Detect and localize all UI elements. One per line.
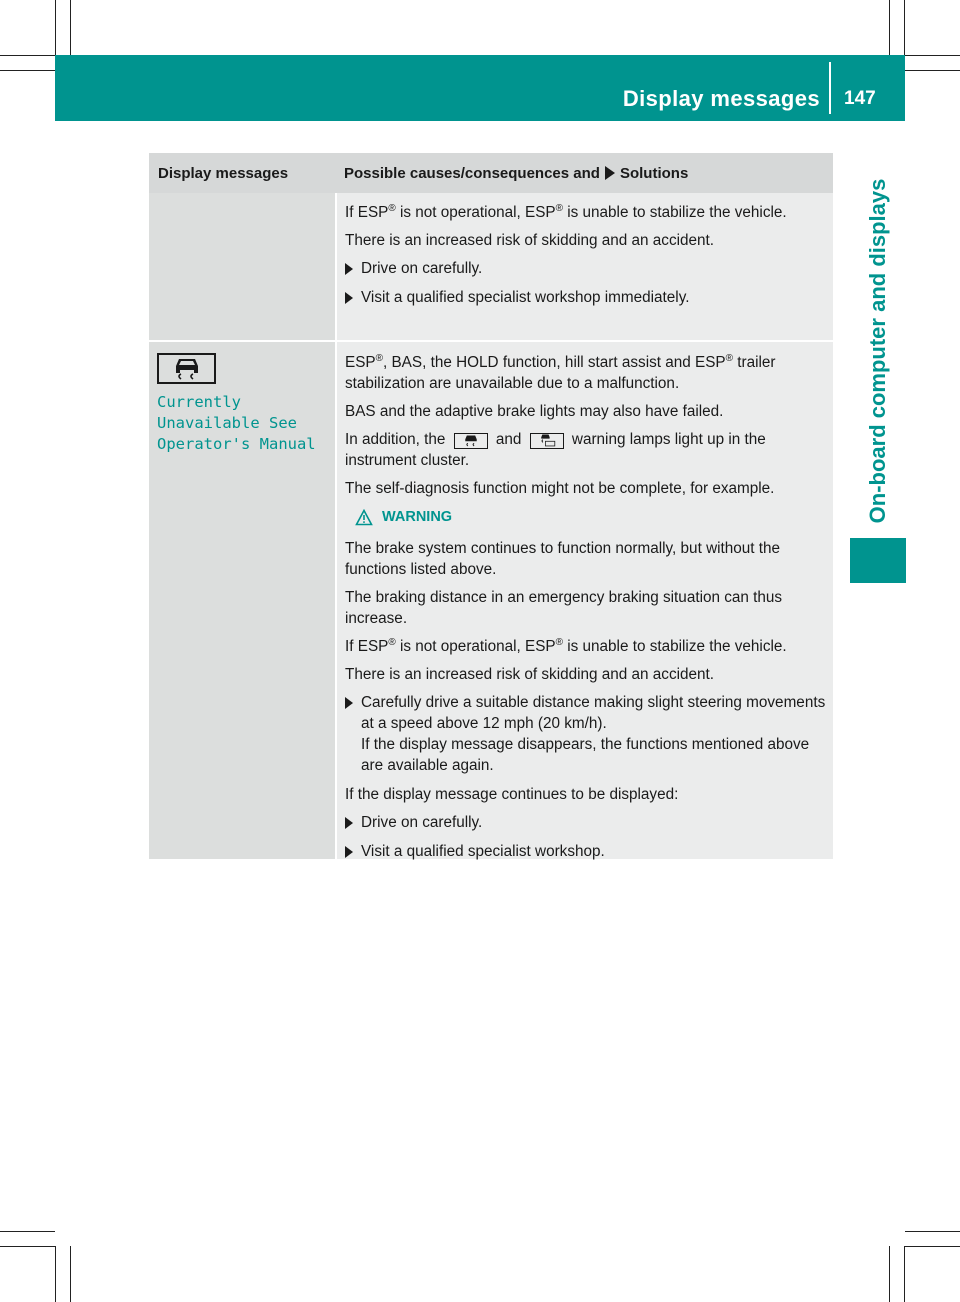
step-arrow-icon — [345, 846, 353, 858]
text: is unable to stabilize the vehicle. — [562, 638, 787, 655]
message-line: Unavailable See — [157, 414, 297, 432]
side-tab-marker — [850, 538, 906, 583]
crop-mark — [905, 70, 960, 71]
table-header-row — [149, 153, 833, 193]
paragraph: The self-diagnosis function might not be complete, for example. — [345, 480, 775, 497]
step-line: Carefully drive a suitable distance making slight steering movements at a speed above 12 mph (20 km/h). — [361, 694, 826, 732]
list-item — [345, 287, 833, 308]
paragraph: The braking distance in an emergency braking situation can thus increase. — [345, 589, 783, 627]
text: If ESP — [345, 204, 389, 221]
step-text — [361, 692, 833, 776]
paragraph: There is an increased risk of skidding and an accident. — [345, 666, 715, 683]
esp-off-icon — [530, 433, 564, 449]
paragraph — [345, 636, 833, 657]
text: and — [495, 431, 522, 448]
esp-skid-car-icon — [157, 353, 216, 384]
step-arrow-icon — [345, 263, 353, 275]
warning-heading — [355, 507, 833, 528]
message-line: Currently — [157, 393, 241, 411]
crop-mark — [55, 0, 56, 55]
page-number: 147 — [844, 88, 876, 109]
esp-skid-car-icon-graphic — [462, 434, 480, 447]
paragraph: If the display message continues to be displayed: — [345, 786, 679, 803]
registered-mark: ® — [388, 637, 396, 648]
crop-mark — [905, 1231, 960, 1232]
crop-mark — [0, 1231, 55, 1232]
esp-off-icon-graphic — [538, 434, 556, 447]
column-header-solutions-text: Solutions — [619, 164, 689, 182]
text: If ESP — [345, 638, 389, 655]
text: In addition, the — [345, 431, 446, 448]
solutions-cell — [335, 342, 833, 859]
list-item — [345, 841, 833, 862]
warning-label: WARNING — [382, 509, 453, 525]
paragraph — [345, 202, 833, 223]
display-message-cell — [149, 193, 335, 340]
warning-triangle-icon — [355, 509, 373, 526]
text: is not operational, ESP — [395, 638, 556, 655]
step-arrow-icon — [345, 292, 353, 304]
paragraph — [345, 352, 833, 394]
crop-mark — [0, 1246, 55, 1247]
registered-mark: ® — [555, 637, 563, 648]
step-text: Drive on carefully. — [361, 260, 483, 277]
step-arrow-icon — [345, 817, 353, 829]
column-header-causes — [335, 165, 688, 182]
step-text: Drive on carefully. — [361, 814, 483, 831]
display-messages-table — [149, 153, 833, 861]
text: trailer stabilization are unavailable due to a malfunction. — [345, 354, 776, 392]
column-header-causes-text: Possible causes/consequences and — [344, 164, 600, 182]
side-tab-label: On-board computer and displays — [865, 178, 890, 524]
paragraph — [345, 429, 833, 471]
crop-mark — [70, 1246, 71, 1302]
paragraph: There is an increased risk of skidding and an accident. — [345, 232, 715, 249]
text: ESP — [345, 354, 376, 371]
crop-mark — [904, 1246, 905, 1302]
registered-mark: ® — [375, 353, 383, 364]
crop-mark — [55, 1246, 56, 1302]
display-message-cell — [149, 342, 335, 859]
crop-mark — [0, 70, 55, 71]
page-title: Display messages — [622, 86, 820, 111]
table-row — [149, 342, 833, 861]
text: warning lamps light up in the instrument cluster. — [345, 431, 766, 469]
list-item — [345, 692, 833, 776]
step-text: Visit a qualified specialist workshop. — [361, 843, 605, 860]
crop-mark — [904, 0, 905, 55]
crop-mark — [0, 55, 55, 56]
list-item — [345, 258, 833, 279]
crop-mark — [70, 0, 71, 55]
message-line: Operator's Manual — [157, 435, 316, 453]
esp-skid-car-icon — [454, 433, 488, 449]
display-message-text — [157, 392, 327, 455]
paragraph: BAS and the adaptive brake lights may also have failed. — [345, 403, 724, 420]
column-header-display-messages: Display messages — [158, 164, 289, 182]
paragraph: The brake system continues to function normally, but without the functions listed above. — [345, 540, 781, 578]
step-text: Visit a qualified specialist workshop immediately. — [361, 289, 690, 306]
text: is not operational, ESP — [395, 204, 556, 221]
text: , BAS, the HOLD function, hill start assist and ESP — [382, 354, 726, 371]
registered-mark: ® — [388, 203, 396, 214]
crop-mark — [889, 1246, 890, 1302]
text: is unable to stabilize the vehicle. — [562, 204, 787, 221]
crop-mark — [905, 1246, 960, 1247]
crop-mark — [889, 0, 890, 55]
registered-mark: ® — [555, 203, 563, 214]
solutions-cell — [335, 193, 833, 340]
step-arrow-icon — [345, 697, 353, 709]
crop-mark — [905, 55, 960, 56]
esp-skid-car-icon-graphic — [170, 356, 204, 381]
list-item — [345, 812, 833, 833]
registered-mark: ® — [725, 353, 733, 364]
header-divider — [829, 62, 831, 114]
table-row — [149, 193, 833, 342]
step-line: If the display message disappears, the functions mentioned above are available again. — [361, 736, 810, 774]
solutions-arrow-icon — [605, 166, 615, 180]
